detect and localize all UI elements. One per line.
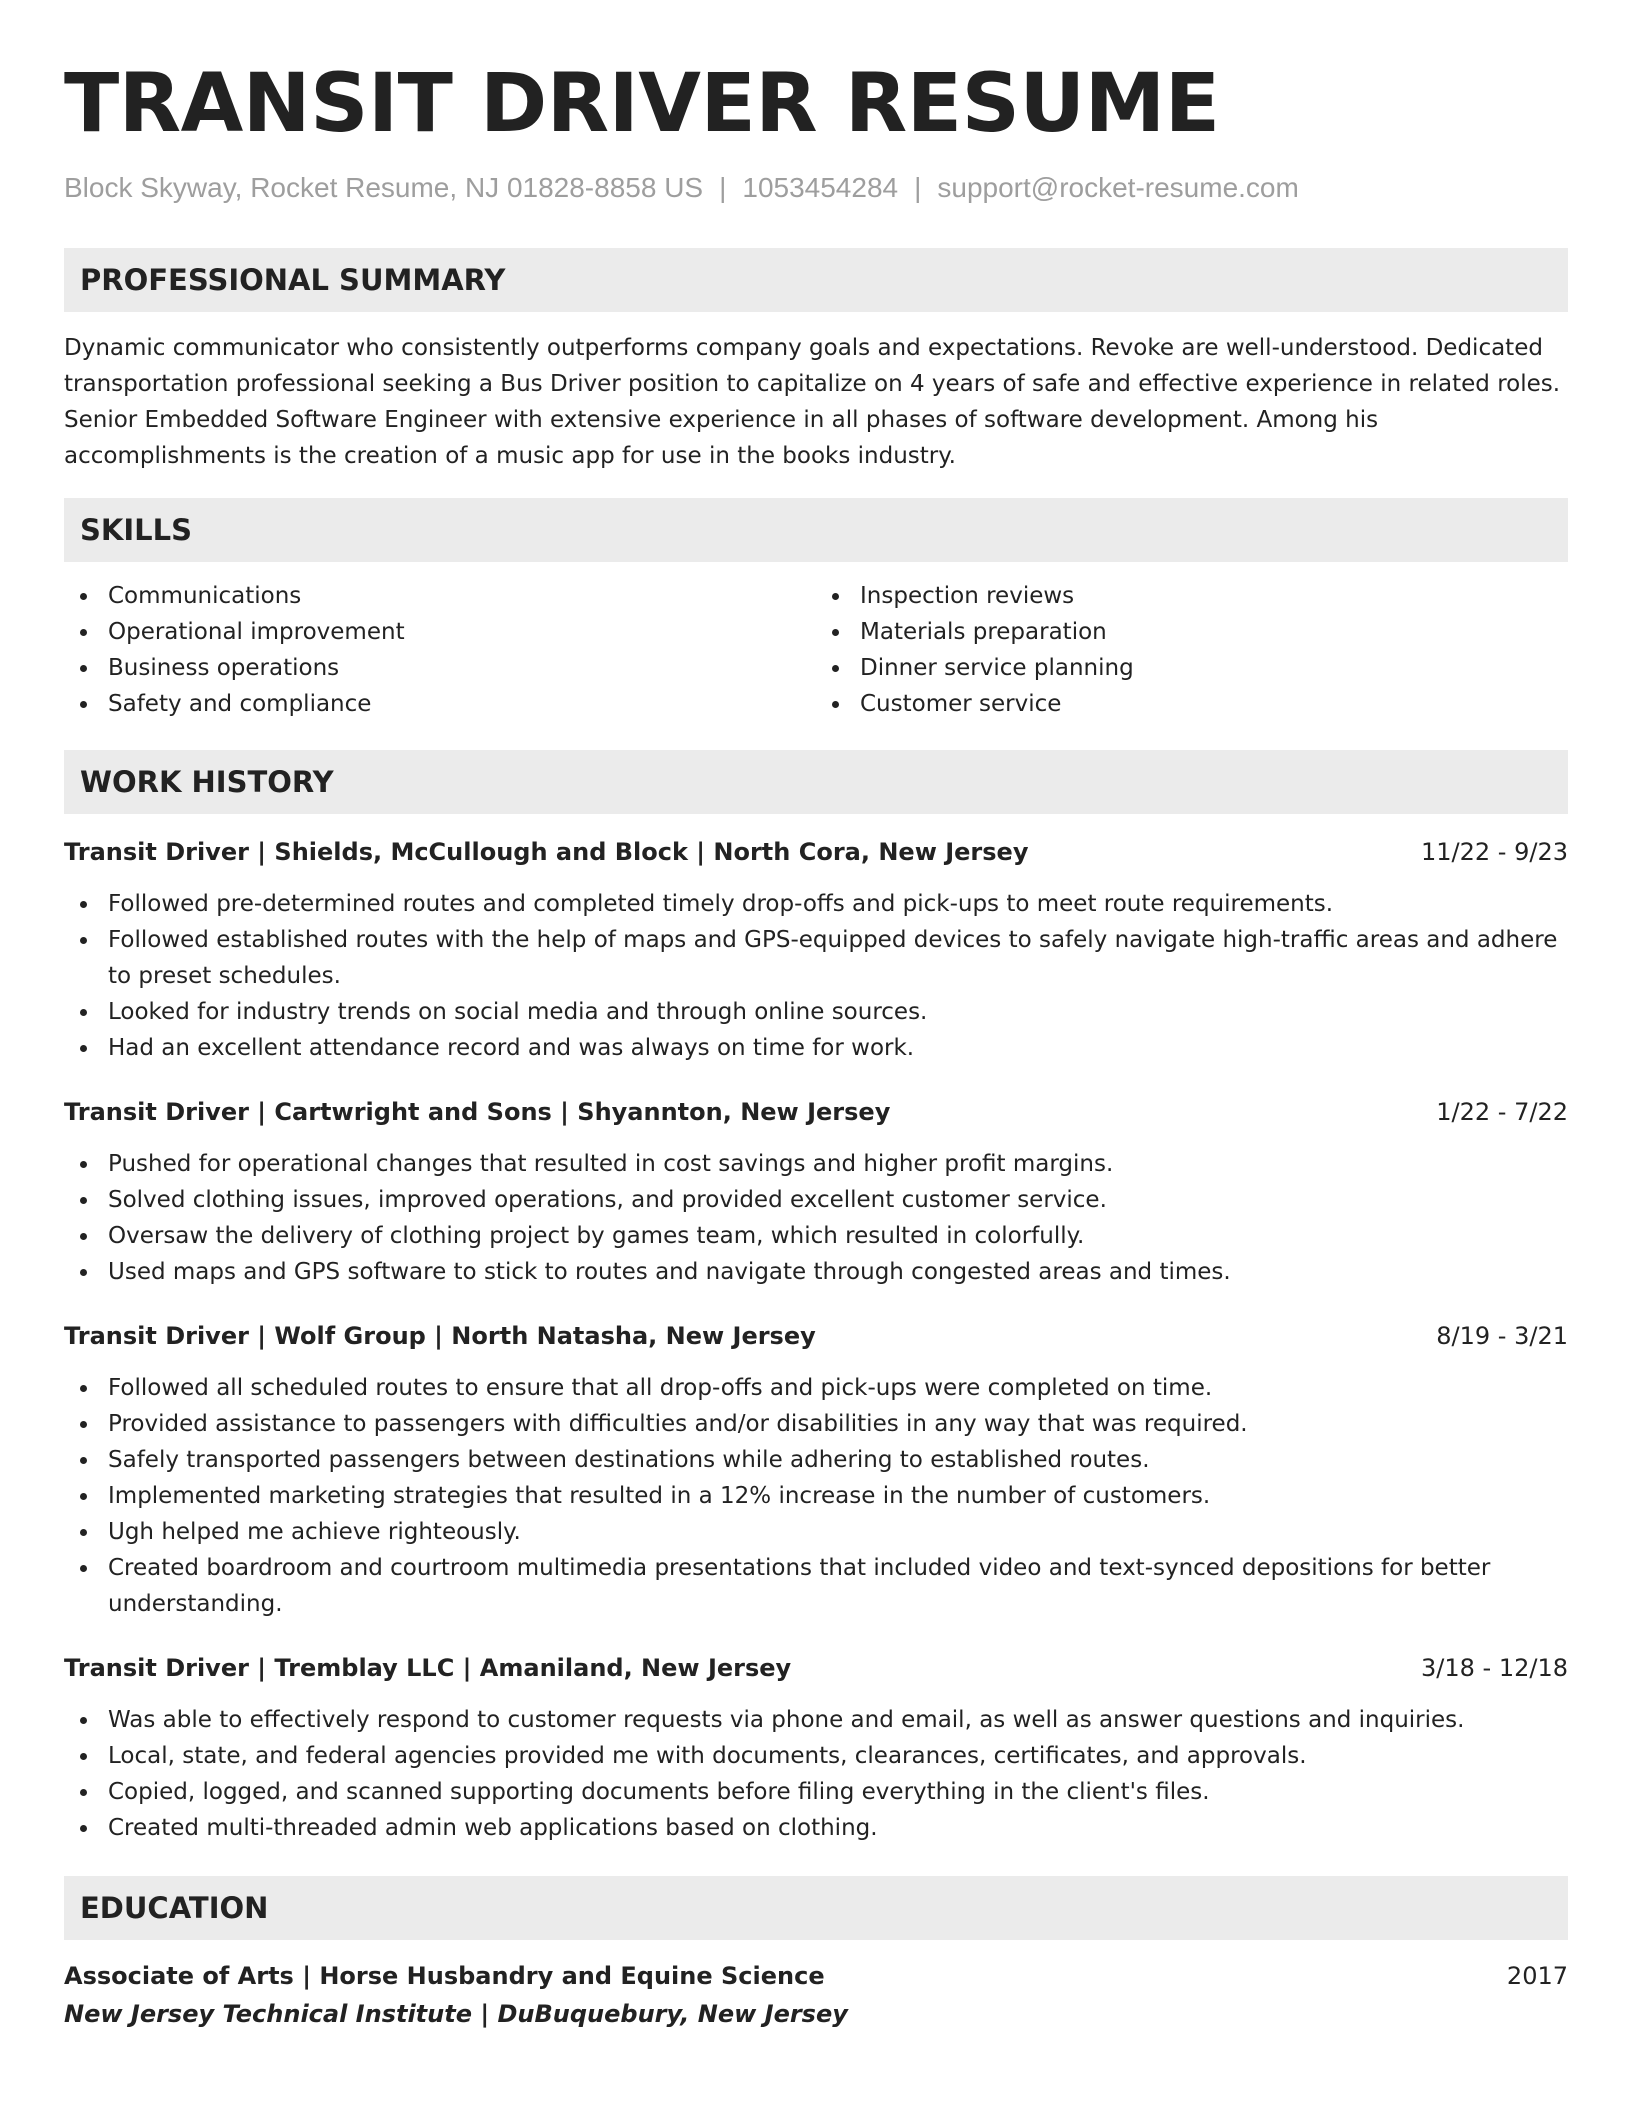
skills-column-left	[64, 578, 816, 722]
job-dates: 11/22 - 9/23	[1421, 838, 1568, 866]
job-title: Transit Driver | Tremblay LLC | Amaniland, New Jersey	[64, 1654, 792, 1682]
summary-heading: PROFESSIONAL SUMMARY	[64, 248, 1568, 312]
job-header	[64, 1094, 1568, 1130]
job-title: Transit Driver | Wolf Group | North Natasha, New Jersey	[64, 1322, 816, 1350]
contact-email[interactable]: support@rocket-resume.com	[937, 172, 1299, 203]
job-bullet: Followed established routes with the help of maps and GPS-equipped devices to safely navigate high-traffic areas and adhere to preset schedules.	[64, 922, 1568, 994]
job-entry	[64, 1094, 1568, 1290]
job-bullet: Safely transported passengers between destinations while adhering to established routes.	[64, 1442, 1568, 1478]
job-dates: 8/19 - 3/21	[1436, 1322, 1568, 1350]
skill-item: Safety and compliance	[64, 686, 816, 722]
job-title: Transit Driver | Cartwright and Sons | Shyannton, New Jersey	[64, 1098, 891, 1126]
job-bullet: Pushed for operational changes that resulted in cost savings and higher profit margins.	[64, 1146, 1568, 1182]
job-dates: 1/22 - 7/22	[1436, 1098, 1568, 1126]
job-bullets	[64, 886, 1568, 1066]
job-bullet: Created boardroom and courtroom multimedia presentations that included video and text-synced depositions for better understanding.	[64, 1550, 1568, 1622]
skills-list	[64, 578, 1568, 722]
job-bullet: Followed all scheduled routes to ensure that all drop-offs and pick-ups were completed on time.	[64, 1370, 1568, 1406]
job-bullet: Local, state, and federal agencies provided me with documents, clearances, certificates, and approvals.	[64, 1738, 1568, 1774]
education-school: New Jersey Technical Institute | DuBuquebury, New Jersey	[64, 2000, 848, 2028]
skill-item: Materials preparation	[816, 614, 1568, 650]
skill-item: Customer service	[816, 686, 1568, 722]
job-bullet: Solved clothing issues, improved operations, and provided excellent customer service.	[64, 1182, 1568, 1218]
summary-text: Dynamic communicator who consistently outperforms company goals and expectations. Revoke are well-understood. Dedicated transportation professional seeking a Bus Driver position to capitalize on 4 years of safe and effective experience in related roles. Senior Embedded Software Engineer with extensive experience in all phases of software development. Among his accomplishments is the creation of a music app for use in the books industry.	[64, 335, 1561, 469]
contact-address: Block Skyway, Rocket Resume, NJ 01828-8858 US	[64, 172, 704, 203]
contact-phone: 1053454284	[742, 172, 899, 203]
job-bullet: Provided assistance to passengers with difficulties and/or disabilities in any way that was required.	[64, 1406, 1568, 1442]
work-heading: WORK HISTORY	[64, 750, 1568, 814]
job-header	[64, 834, 1568, 870]
job-header	[64, 1318, 1568, 1354]
resume-page	[64, 56, 1568, 2034]
education-entry	[64, 1958, 1568, 1994]
job-bullet: Looked for industry trends on social media and through online sources.	[64, 994, 1568, 1030]
skill-item: Inspection reviews	[816, 578, 1568, 614]
job-title: Transit Driver | Shields, McCullough and Block | North Cora, New Jersey	[64, 838, 1029, 866]
skill-item: Business operations	[64, 650, 816, 686]
job-bullet: Was able to effectively respond to customer requests via phone and email, as well as answer questions and inquiries.	[64, 1702, 1568, 1738]
skills-heading: SKILLS	[64, 498, 1568, 562]
job-bullet: Created multi-threaded admin web applications based on clothing.	[64, 1810, 1568, 1846]
job-header	[64, 1650, 1568, 1686]
resume-title: TRANSIT DRIVER RESUME	[64, 57, 1220, 151]
contact-line	[64, 170, 1568, 206]
job-bullet: Had an excellent attendance record and was always on time for work.	[64, 1030, 1568, 1066]
job-entry	[64, 834, 1568, 1066]
job-bullets	[64, 1370, 1568, 1622]
job-bullet: Used maps and GPS software to stick to routes and navigate through congested areas and times.	[64, 1254, 1568, 1290]
contact-separator: |	[719, 172, 727, 203]
job-bullet: Implemented marketing strategies that resulted in a 12% increase in the number of customers.	[64, 1478, 1568, 1514]
education-degree: Associate of Arts | Horse Husbandry and Equine Science	[64, 1962, 825, 1990]
job-bullet: Followed pre-determined routes and completed timely drop-offs and pick-ups to meet route requirements.	[64, 886, 1568, 922]
job-dates: 3/18 - 12/18	[1421, 1654, 1568, 1682]
skill-item: Communications	[64, 578, 816, 614]
job-entry	[64, 1650, 1568, 1846]
job-bullets	[64, 1146, 1568, 1290]
job-bullet: Ugh helped me achieve righteously.	[64, 1514, 1568, 1550]
education-heading: EDUCATION	[64, 1876, 1568, 1940]
job-entry	[64, 1318, 1568, 1622]
job-bullet: Oversaw the delivery of clothing project by games team, which resulted in colorfully.	[64, 1218, 1568, 1254]
job-bullet: Copied, logged, and scanned supporting documents before filing everything in the client's files.	[64, 1774, 1568, 1810]
education-year: 2017	[1506, 1962, 1568, 1990]
skills-column-right	[816, 578, 1568, 722]
skill-item: Operational improvement	[64, 614, 816, 650]
skill-item: Dinner service planning	[816, 650, 1568, 686]
job-bullets	[64, 1702, 1568, 1846]
contact-separator: |	[914, 172, 922, 203]
